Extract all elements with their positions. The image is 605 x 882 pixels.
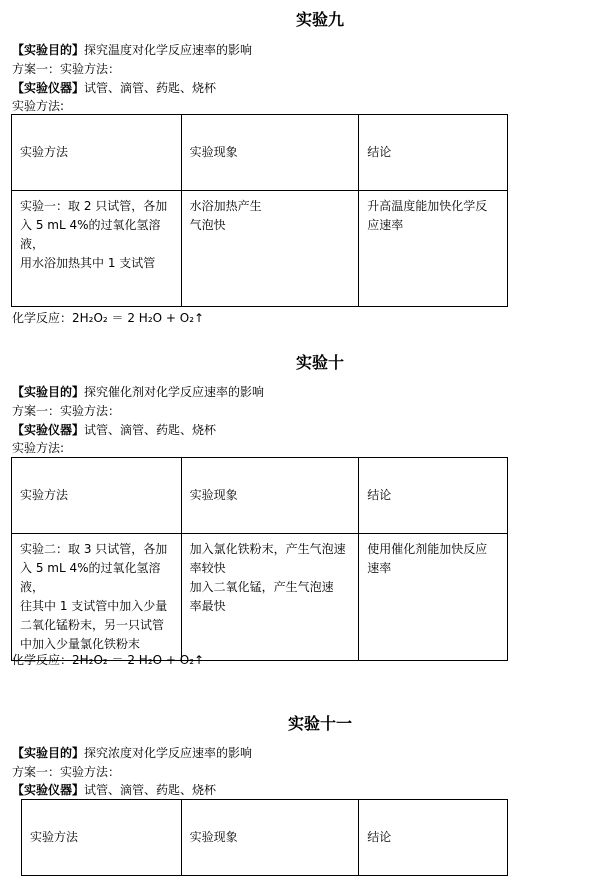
table-header-row [12, 458, 508, 534]
purpose-line [12, 42, 252, 58]
instruments-text: 试管、滴管、药匙、烧杯 [84, 81, 217, 95]
instruments-text: 试管、滴管、药匙、烧杯 [84, 783, 217, 797]
instruments-text: 试管、滴管、药匙、烧杯 [84, 423, 217, 437]
purpose-line [12, 384, 264, 400]
section-title: 实验十一 [287, 714, 352, 733]
purpose-text: 探究温度对化学反应速率的影响 [84, 43, 253, 57]
header-method: 实验方法 [12, 458, 182, 534]
section-title: 实验十 [295, 353, 344, 372]
cell-conclusion: 升高温度能加快化学反 应速率 [359, 191, 508, 307]
instruments-line [12, 80, 216, 96]
purpose-line [12, 745, 252, 761]
header-phenomenon: 实验现象 [181, 115, 359, 191]
header-method: 实验方法 [12, 115, 182, 191]
instruments-line [12, 422, 216, 438]
instruments-label: 【实验仪器】 [12, 423, 85, 437]
cell-method: 实验二：取 3 只试管，各加 入 5 mL 4%的过氧化氢溶液， 往其中 1 支试管中加入少量 二氧化锰粉末，另一只试管 中加入少量氯化铁粉末 [12, 534, 182, 661]
instruments-label: 【实验仪器】 [12, 783, 85, 797]
purpose-text: 探究催化剂对化学反应速率的影响 [84, 385, 265, 399]
scheme-line: 方案一：实验方法： [12, 765, 121, 779]
scheme-line: 方案一：实验方法： [12, 62, 121, 76]
purpose-label: 【实验目的】 [12, 746, 85, 760]
header-phenomenon: 实验现象 [181, 800, 359, 876]
reaction-equation: 化学反应：2H₂O₂ ＝ 2 H₂O + O₂↑ [12, 311, 205, 325]
header-conclusion: 结论 [359, 800, 508, 876]
experiment-table [11, 457, 508, 661]
cell-phenomenon: 加入氯化铁粉末，产生气泡速 率较快 加入二氧化锰，产生气泡速 率最快 [181, 534, 359, 661]
instruments-line [12, 782, 216, 798]
cell-conclusion: 使用催化剂能加快反应 速率 [359, 534, 508, 661]
experiment-table [21, 799, 508, 876]
table-row [12, 534, 508, 661]
header-method: 实验方法 [22, 800, 182, 876]
purpose-label: 【实验目的】 [12, 43, 85, 57]
header-phenomenon: 实验现象 [181, 458, 359, 534]
purpose-label: 【实验目的】 [12, 385, 85, 399]
method-label: 实验方法: [12, 99, 65, 113]
table-header-row [22, 800, 508, 876]
header-conclusion: 结论 [359, 458, 508, 534]
header-conclusion: 结论 [359, 115, 508, 191]
section-title: 实验九 [295, 10, 344, 29]
instruments-label: 【实验仪器】 [12, 81, 85, 95]
experiment-table [11, 114, 508, 307]
scheme-line: 方案一：实验方法： [12, 404, 121, 418]
table-header-row [12, 115, 508, 191]
table-row [12, 191, 508, 307]
cell-method: 实验一：取 2 只试管，各加 入 5 mL 4%的过氧化氢溶液， 用水浴加热其中 1 支试管 [12, 191, 182, 307]
purpose-text: 探究浓度对化学反应速率的影响 [84, 746, 253, 760]
reaction-equation: 化学反应：2H₂O₂ ＝ 2 H₂O + O₂↑ [12, 653, 205, 667]
cell-phenomenon: 水浴加热产生 气泡快 [181, 191, 359, 307]
method-label: 实验方法: [12, 441, 65, 455]
